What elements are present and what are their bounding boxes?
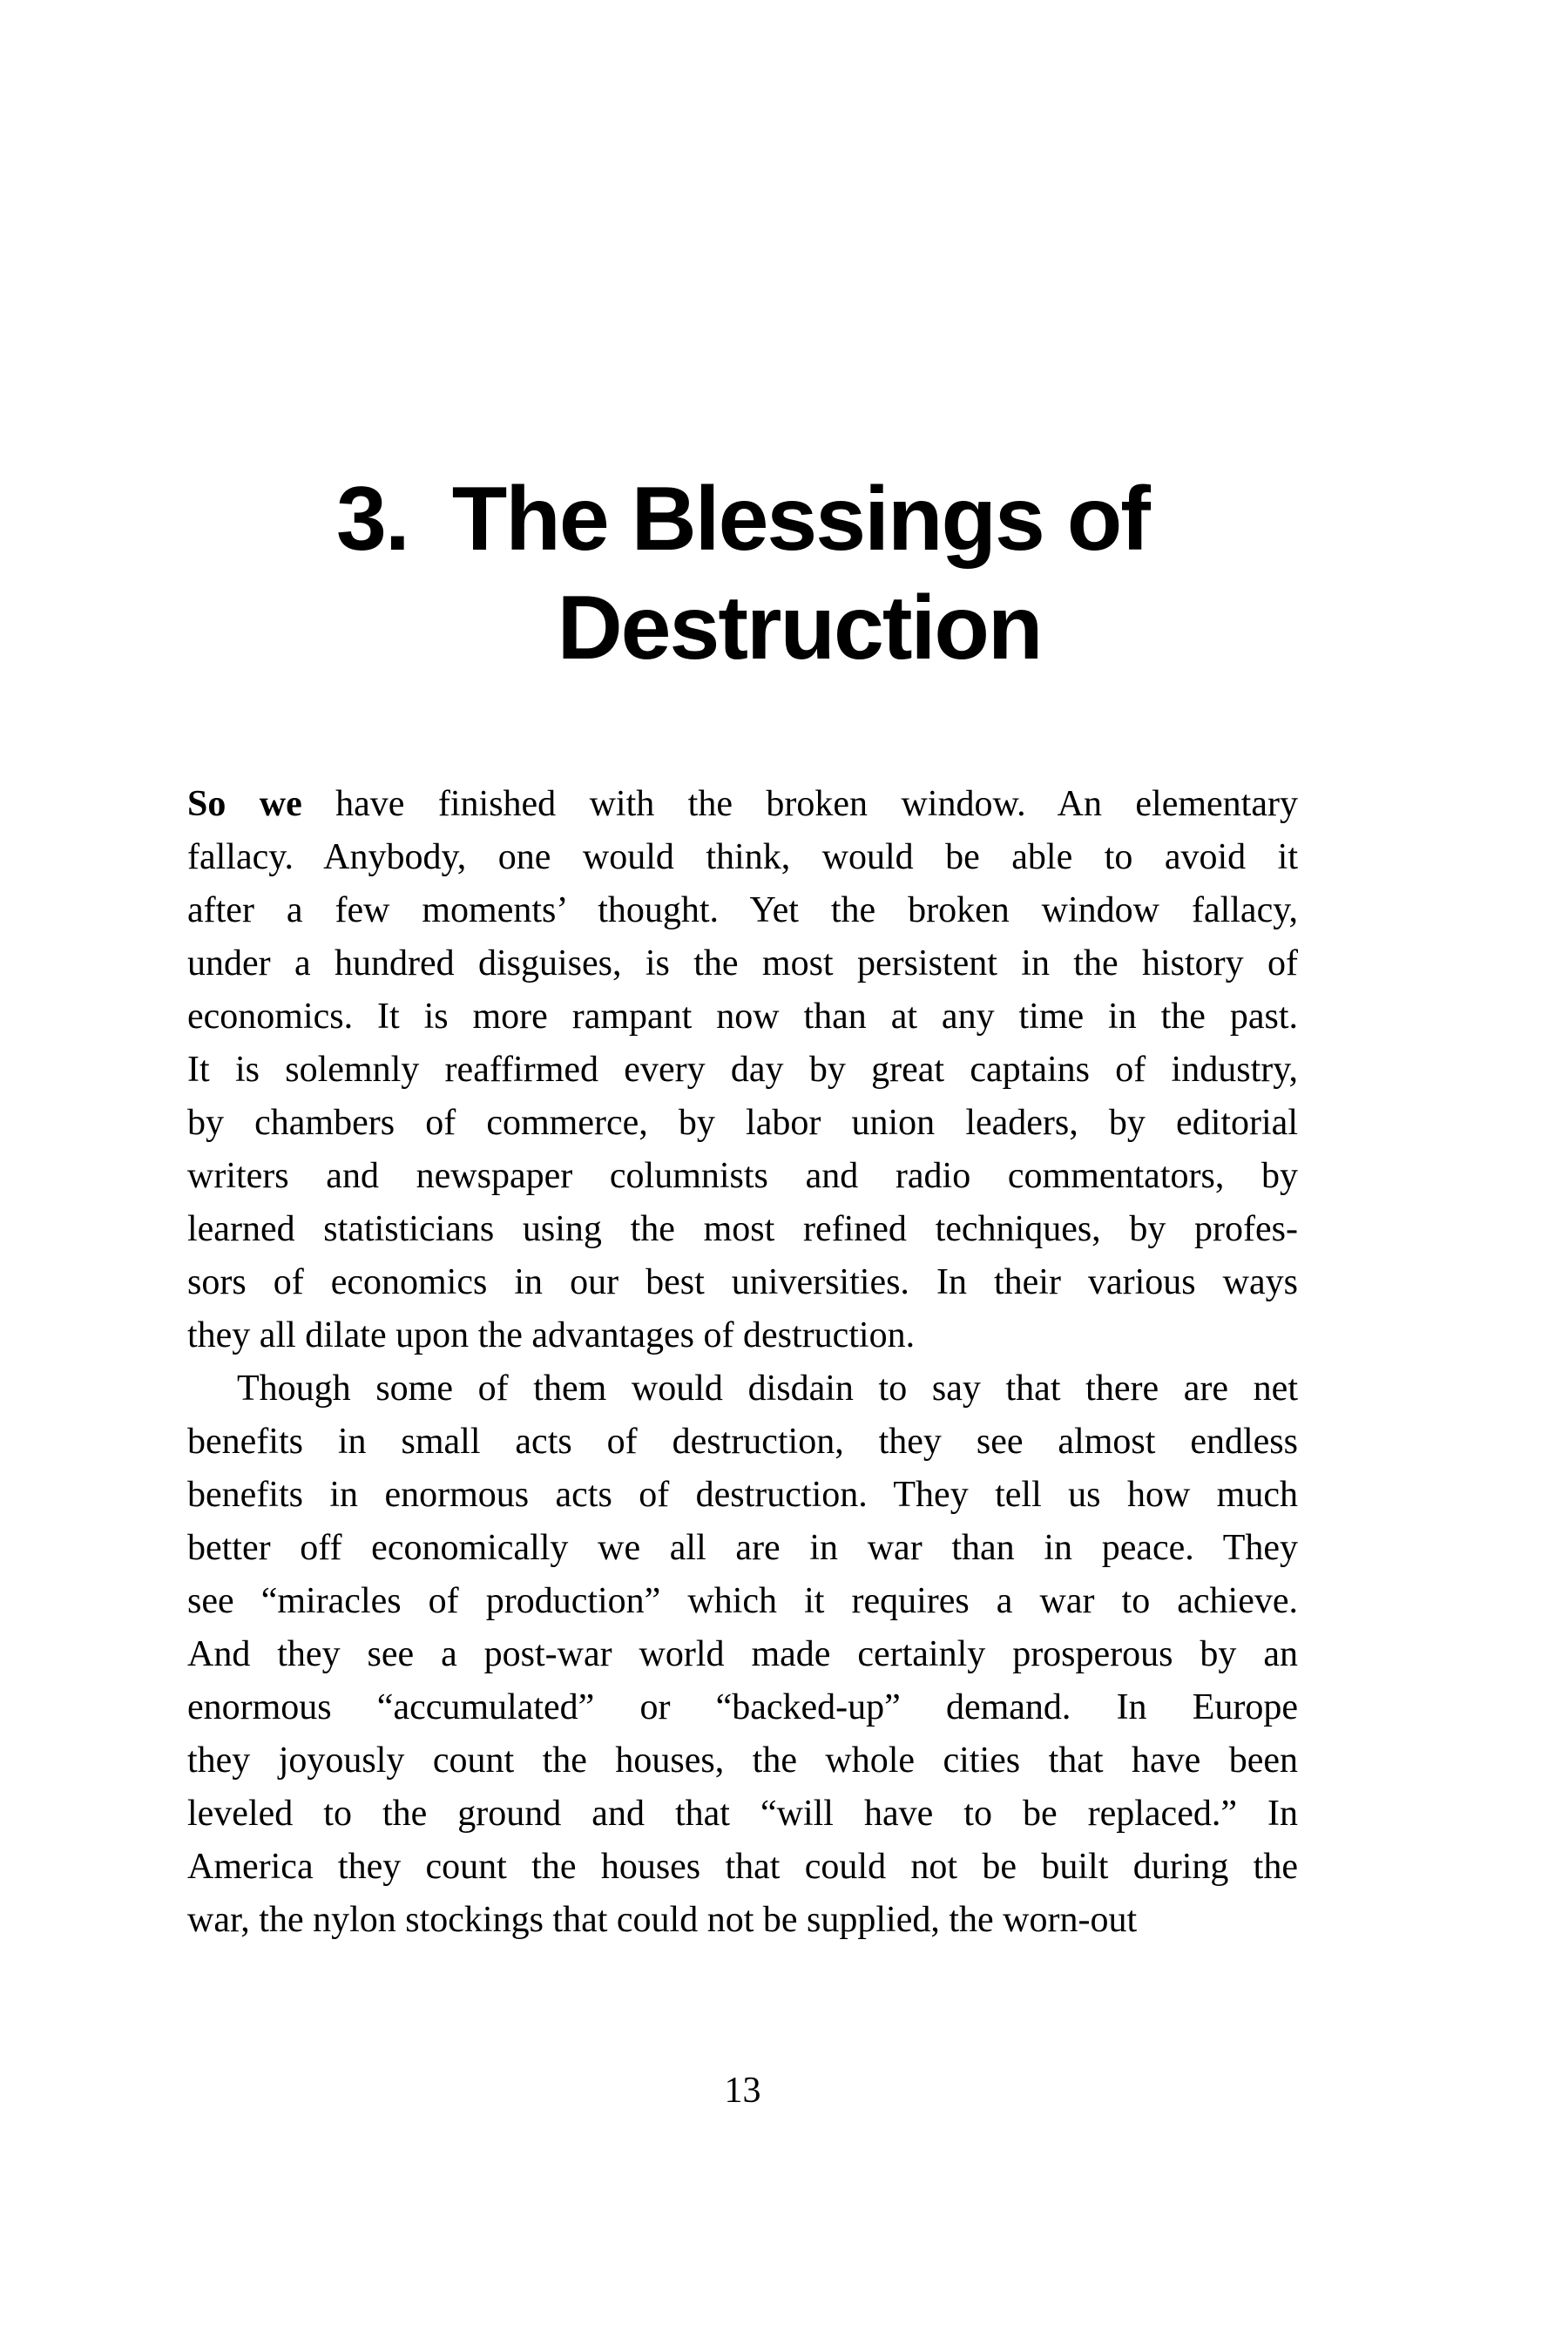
body-line: And they see a post-war world made certainly prosperous by an <box>187 1634 1298 1674</box>
body-line: see “miracles of production” which it requires a war to achieve. <box>187 1581 1298 1621</box>
body-line: So we have finished with the broken window. An elementary <box>187 784 1298 824</box>
body-text <box>187 778 1298 1947</box>
body-line: America they count the houses that could not be built during the <box>187 1847 1298 1887</box>
body-line: under a hundred disguises, is the most persistent in the history of <box>187 943 1298 983</box>
body-line: learned statisticians using the most refined techniques, by profes- <box>187 1209 1298 1249</box>
body-line: writers and newspaper columnists and radio commentators, by <box>187 1156 1298 1196</box>
body-line: they all dilate upon the advantages of destruction. <box>187 1315 916 1355</box>
body-line: war, the nylon stockings that could not be supplied, the worn-out <box>187 1900 1138 1940</box>
body-line: leveled to the ground and that “will have to be replaced.” In <box>187 1794 1298 1834</box>
chapter-number: 3. <box>336 469 409 570</box>
body-line: after a few moments’ thought. Yet the broken window fallacy, <box>187 890 1298 930</box>
chapter-title-text: The Blessings of <box>451 469 1149 570</box>
body-line: fallacy. Anybody, one would think, would be able to avoid it <box>187 837 1298 877</box>
body-line: they joyously count the houses, the whole cities that have been <box>187 1740 1298 1781</box>
body-line: sors of economics in our best universities. In their various ways <box>187 1262 1298 1302</box>
body-line: It is solemnly reaffirmed every day by great captains of industry, <box>187 1050 1298 1090</box>
chapter-title <box>187 465 1298 683</box>
lead-in-words: So we <box>187 784 302 824</box>
chapter-title-line1 <box>187 465 1298 574</box>
body-line: benefits in enormous acts of destruction. They tell us how much <box>187 1475 1298 1515</box>
body-line: by chambers of commerce, by labor union leaders, by editorial <box>187 1103 1298 1143</box>
page-number: 13 <box>724 2071 761 2111</box>
body-line: economics. It is more rampant now than at any time in the past. <box>187 997 1298 1037</box>
chapter-title-line2: Destruction <box>557 578 1042 679</box>
body-line: better off economically we all are in war than in peace. They <box>187 1528 1298 1568</box>
body-line: benefits in small acts of destruction, they see almost endless <box>187 1422 1298 1462</box>
body-line: Though some of them would disdain to say that there are net <box>237 1369 1298 1409</box>
body-line: enormous “accumulated” or “backed-up” demand. In Europe <box>187 1687 1298 1727</box>
